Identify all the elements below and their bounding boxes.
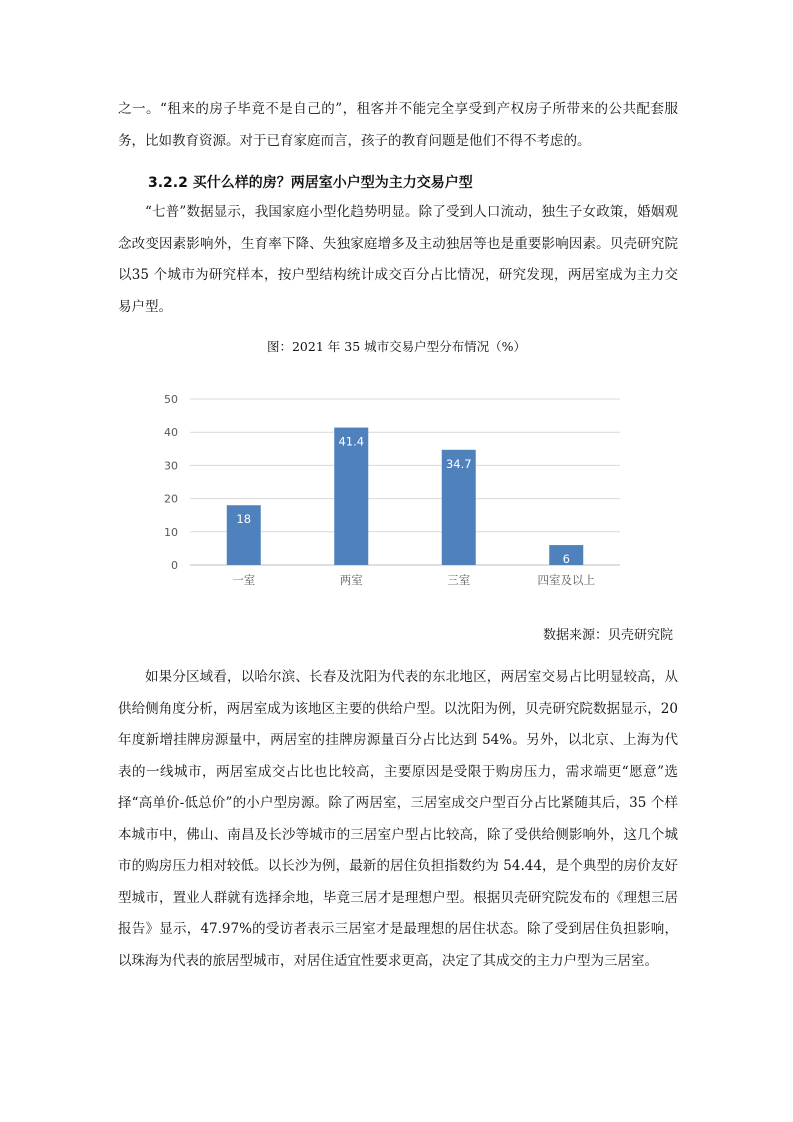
chart-y-axis	[164, 393, 178, 572]
bar-chart	[150, 385, 630, 595]
y-tick-label: 40	[164, 426, 178, 440]
bar-value-label: 34.7	[445, 456, 472, 471]
y-tick-label: 50	[164, 393, 178, 406]
chart-bars	[227, 428, 584, 567]
chart-title: 图：2021 年 35 城市交易户型分布情况（%）	[266, 339, 526, 354]
y-tick-label: 0	[171, 559, 178, 572]
x-category-label: 两室	[339, 573, 363, 587]
bar-value-label: 6	[562, 552, 570, 567]
x-category-label: 四室及以上	[537, 573, 595, 587]
section-heading: 3.2.2 买什么样的房？两居室小户型为主力交易户型	[148, 175, 473, 191]
y-tick-label: 10	[164, 525, 178, 539]
x-category-label: 三室	[447, 573, 471, 587]
paragraph-household-trend: “七普”数据显示，我国家庭小型化趋势明显。除了受到人口流动，独生子女政策，婚姻观念改变因素影响外，生育率下降、失独家庭增多及主动独居等也是重要影响因素。贝壳研究院以35 个城市为研究样本，按户型结构统计成交百分占比情况，研究发现，两居室成为主力交易户型。	[118, 204, 678, 315]
bar-value-label: 18	[236, 512, 252, 527]
y-tick-label: 20	[164, 492, 178, 506]
paragraph-regional-analysis: 如果分区域看，以哈尔滨、长春及沈阳为代表的东北地区，两居室交易占比明显较高，从供给侧角度分析，两居室成为该地区主要的供给户型。以沈阳为例，贝壳研究院数据显示，20 年度新增挂牌房源量中，两居室的挂牌房源量百分占比达到 54%。另外，以北京、上海为代表的一线城市，两居室成交占比也比较高，主要原因是受限于购房压力，需求端更“愿意”选择“高单价-低总价”的小户型房源。除了两居室，三居室成交户型百分占比紧随其后，35 个样本城市中，佛山、南昌及长沙等城市的三居室户型占比较高，除了受供给侧影响外，这几个城市的购房压力相对较低。以长沙为例，最新的居住负担指数约为 54.44，是个典型的房价友好型城市，置业人群就有选择余地，毕竟三居才是理想户型。根据贝壳研究院发布的《理想三居报告》显示，47.97%的受访者表示三居室才是最理想的居住状态。除了受到居住负担影响，以珠海为代表的旅居型城市，对居住适宜性要求更高，决定了其成交的主力户型为三居室。	[118, 669, 678, 969]
bar-value-label: 41.4	[338, 434, 365, 449]
x-category-label: 一室	[232, 573, 256, 587]
chart-x-axis	[232, 573, 595, 587]
paragraph-rental-services: 之一。“租来的房子毕竟不是自己的”，租客并不能完全享受到产权房子所带来的公共配套服务，比如教育资源。对于已育家庭而言，孩子的教育问题是他们不得不考虑的。	[118, 101, 678, 149]
data-source-note: 数据来源：贝壳研究院	[542, 628, 673, 643]
y-tick-label: 30	[164, 459, 178, 473]
